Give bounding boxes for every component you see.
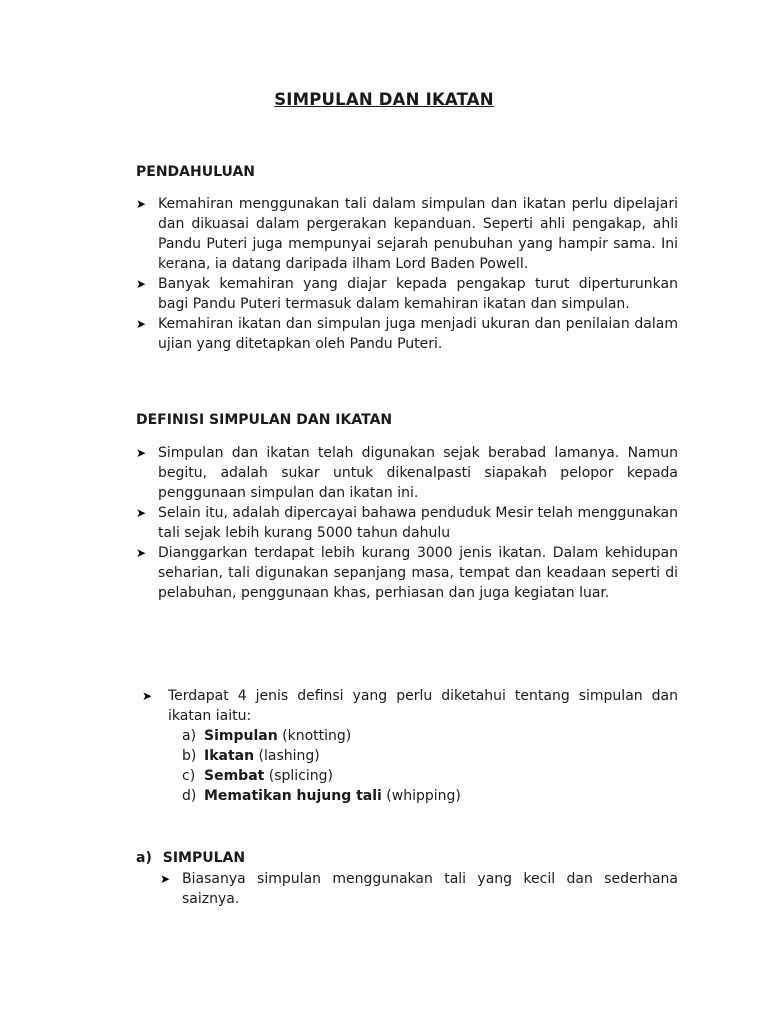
list-item bbox=[160, 869, 678, 909]
list-item bbox=[136, 274, 678, 314]
sublist-item bbox=[182, 766, 678, 786]
item-letter: d) bbox=[182, 788, 197, 804]
section-heading-definisi: DEFINISI SIMPULAN DAN IKATAN bbox=[136, 412, 393, 428]
list-item bbox=[136, 543, 678, 603]
definisi-list bbox=[136, 443, 678, 603]
arrowhead-bullet-icon: ➤ bbox=[136, 197, 147, 211]
bullet-text: Kemahiran ikatan dan simpulan juga menjadi ukuran dan penilaian dalam ujian yang ditetapkan oleh Pandu Puteri. bbox=[158, 316, 678, 352]
item-term: Mematikan hujung tali bbox=[204, 788, 382, 804]
section-heading-pendahuluan: PENDAHULUAN bbox=[136, 164, 255, 180]
list-item bbox=[136, 194, 678, 274]
list-item bbox=[136, 314, 678, 354]
document-title: SIMPULAN DAN IKATAN bbox=[274, 90, 494, 109]
arrowhead-bullet-icon: ➤ bbox=[136, 317, 147, 331]
item-term: Sembat bbox=[204, 768, 265, 784]
sublist-item bbox=[182, 786, 678, 806]
item-note: (lashing) bbox=[254, 748, 320, 764]
item-letter: c) bbox=[182, 768, 196, 784]
list-item bbox=[136, 443, 678, 503]
arrowhead-bullet-icon: ➤ bbox=[136, 446, 147, 460]
bullet-text: Banyak kemahiran yang diajar kepada pengakap turut diperturunkan bagi Pandu Puteri termasuk dalam kemahiran ikatan dan simpulan. bbox=[158, 276, 678, 312]
jenis-list bbox=[142, 686, 678, 806]
bullet-text: Simpulan dan ikatan telah digunakan sejak berabad lamanya. Namun begitu, adalah sukar untuk dikenalpasti siapakah pelopor kepada penggunaan simpulan dan ikatan ini. bbox=[158, 445, 678, 501]
item-note: (knotting) bbox=[277, 728, 352, 744]
bullet-text: Kemahiran menggunakan tali dalam simpulan dan ikatan perlu dipelajari dan dikuasai dalam pergerakan kepanduan. Seperti ahli pengakap, ahli Pandu Puteri juga mempunyai sejarah penubuhan yang hampir sama. Ini kerana, ia datang daripada ilham Lord Baden Powell. bbox=[158, 196, 678, 272]
item-note: (splicing) bbox=[264, 768, 334, 784]
pendahuluan-list bbox=[136, 194, 678, 354]
section-heading-simpulan bbox=[136, 848, 245, 868]
sublist-item bbox=[182, 746, 678, 766]
bullet-text: Biasanya simpulan menggunakan tali yang kecil dan sederhana saiznya. bbox=[182, 871, 678, 907]
item-letter: b) bbox=[182, 748, 197, 764]
arrowhead-bullet-icon: ➤ bbox=[142, 689, 153, 703]
arrowhead-bullet-icon: ➤ bbox=[136, 506, 147, 520]
bullet-text: Dianggarkan terdapat lebih kurang 3000 jenis ikatan. Dalam kehidupan seharian, tali digunakan sepanjang masa, tempat dan keadaan seperti di pelabuhan, penggunaan khas, perhiasan dan juga kegiatan luar. bbox=[158, 545, 678, 601]
list-item bbox=[142, 686, 678, 806]
item-term: Simpulan bbox=[204, 728, 278, 744]
arrowhead-bullet-icon: ➤ bbox=[136, 546, 147, 560]
item-letter: a) bbox=[182, 728, 197, 744]
jenis-sublist bbox=[182, 726, 678, 806]
section-letter: a) bbox=[136, 850, 152, 866]
arrowhead-bullet-icon: ➤ bbox=[136, 277, 147, 291]
list-item bbox=[136, 503, 678, 543]
bullet-text: Selain itu, adalah dipercayai bahawa penduduk Mesir telah menggunakan tali sejak lebih kurang 5000 tahun dahulu bbox=[158, 505, 678, 541]
item-note: (whipping) bbox=[381, 788, 461, 804]
item-term: Ikatan bbox=[204, 748, 255, 764]
section-title: SIMPULAN bbox=[162, 850, 246, 866]
bullet-text: Terdapat 4 jenis definsi yang perlu diketahui tentang simpulan dan ikatan iaitu: bbox=[168, 688, 678, 724]
simpulan-list bbox=[160, 869, 678, 909]
arrowhead-bullet-icon: ➤ bbox=[160, 872, 171, 886]
sublist-item bbox=[182, 726, 678, 746]
